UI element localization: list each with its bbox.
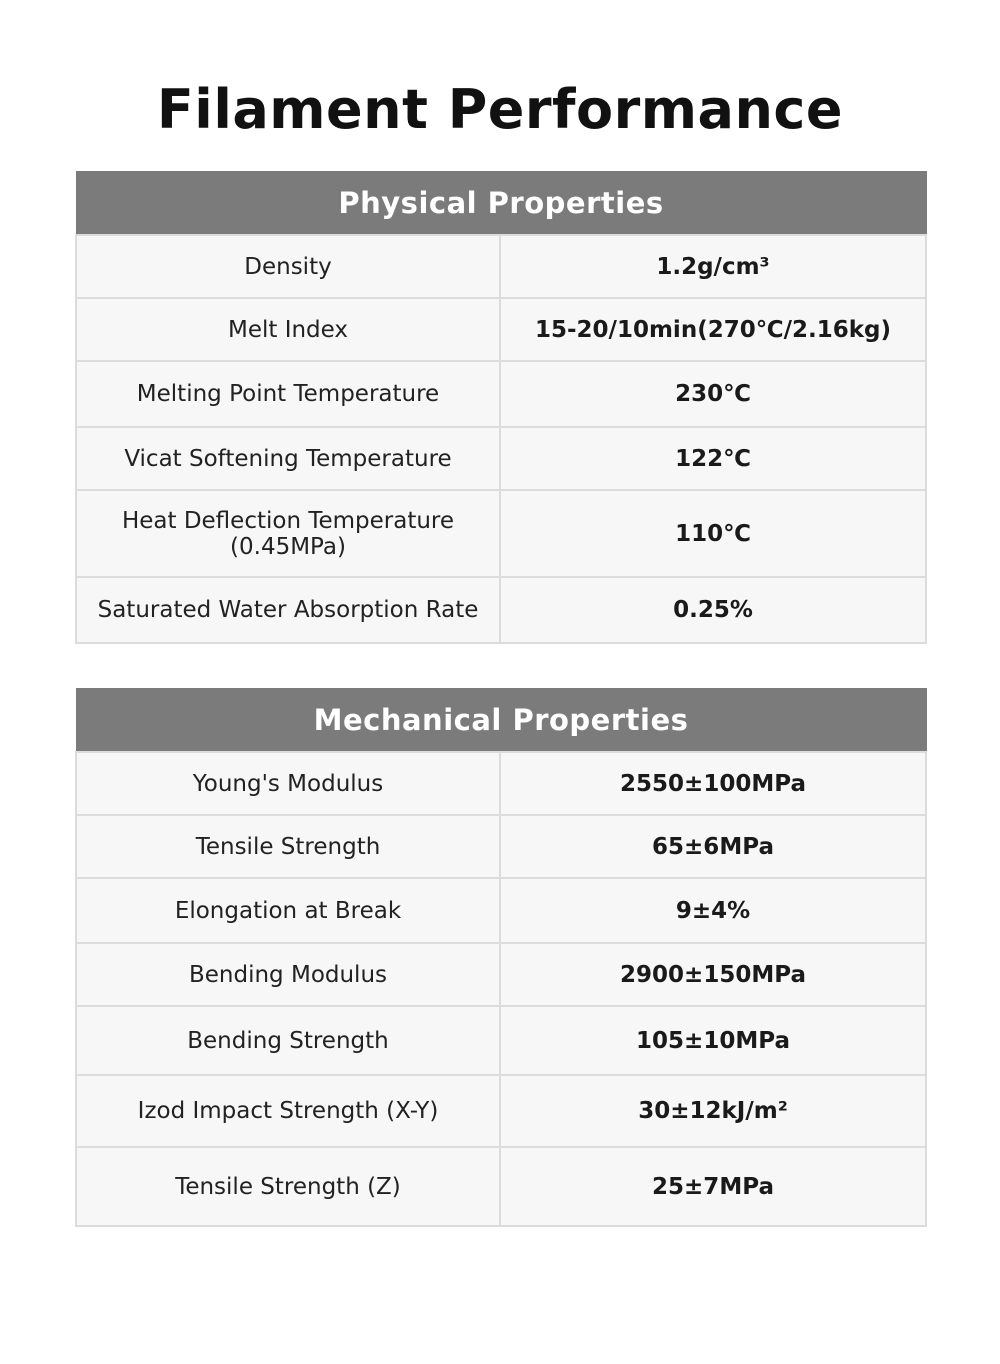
- table-row: [76, 298, 926, 361]
- property-label-density: Density: [76, 235, 500, 298]
- property-value-izod-impact: 30±12kJ/m²: [500, 1075, 926, 1147]
- table-row: [76, 427, 926, 490]
- table-row: [76, 815, 926, 878]
- table-row: [76, 752, 926, 815]
- property-value-tensile-strength-z: 25±7MPa: [500, 1147, 926, 1226]
- table-row: [76, 490, 926, 577]
- property-label-tensile-strength-z: Tensile Strength (Z): [76, 1147, 500, 1226]
- table-row: [76, 943, 926, 1006]
- property-label-tensile-strength: Tensile Strength: [76, 815, 500, 878]
- property-label-melt-index: Melt Index: [76, 298, 500, 361]
- table-row: [76, 878, 926, 943]
- mechanical-properties-table: [75, 688, 927, 1227]
- property-value-heat-deflection: 110℃: [500, 490, 926, 577]
- physical-properties-header: Physical Properties: [76, 172, 926, 236]
- property-label-izod-impact: Izod Impact Strength (X-Y): [76, 1075, 500, 1147]
- property-value-vicat-softening: 122℃: [500, 427, 926, 490]
- table-row: [76, 235, 926, 298]
- table-row: [76, 1075, 926, 1147]
- page-title: Filament Performance: [156, 78, 844, 141]
- property-value-melt-index: 15-20/10min(270℃/2.16kg): [500, 298, 926, 361]
- property-label-elongation-at-break: Elongation at Break: [76, 878, 500, 943]
- property-value-youngs-modulus: 2550±100MPa: [500, 752, 926, 815]
- property-label-vicat-softening: Vicat Softening Temperature: [76, 427, 500, 490]
- property-label-youngs-modulus: Young's Modulus: [76, 752, 500, 815]
- table-header-row: [76, 689, 926, 753]
- property-label-melting-point: Melting Point Temperature: [76, 361, 500, 427]
- physical-properties-table: [75, 171, 927, 644]
- table-header-row: [76, 172, 926, 236]
- property-label-heat-deflection: Heat Deflection Temperature (0.45MPa): [76, 490, 500, 577]
- property-value-melting-point: 230℃: [500, 361, 926, 427]
- property-value-water-absorption: 0.25%: [500, 577, 926, 643]
- property-value-density: 1.2g/cm³: [500, 235, 926, 298]
- property-value-tensile-strength: 65±6MPa: [500, 815, 926, 878]
- table-row: [76, 1147, 926, 1226]
- property-value-elongation-at-break: 9±4%: [500, 878, 926, 943]
- table-row: [76, 577, 926, 643]
- table-row: [76, 1006, 926, 1075]
- mechanical-properties-header: Mechanical Properties: [76, 689, 926, 753]
- property-label-bending-modulus: Bending Modulus: [76, 943, 500, 1006]
- property-value-bending-modulus: 2900±150MPa: [500, 943, 926, 1006]
- table-row: [76, 361, 926, 427]
- property-label-water-absorption: Saturated Water Absorption Rate: [76, 577, 500, 643]
- property-value-bending-strength: 105±10MPa: [500, 1006, 926, 1075]
- property-label-bending-strength: Bending Strength: [76, 1006, 500, 1075]
